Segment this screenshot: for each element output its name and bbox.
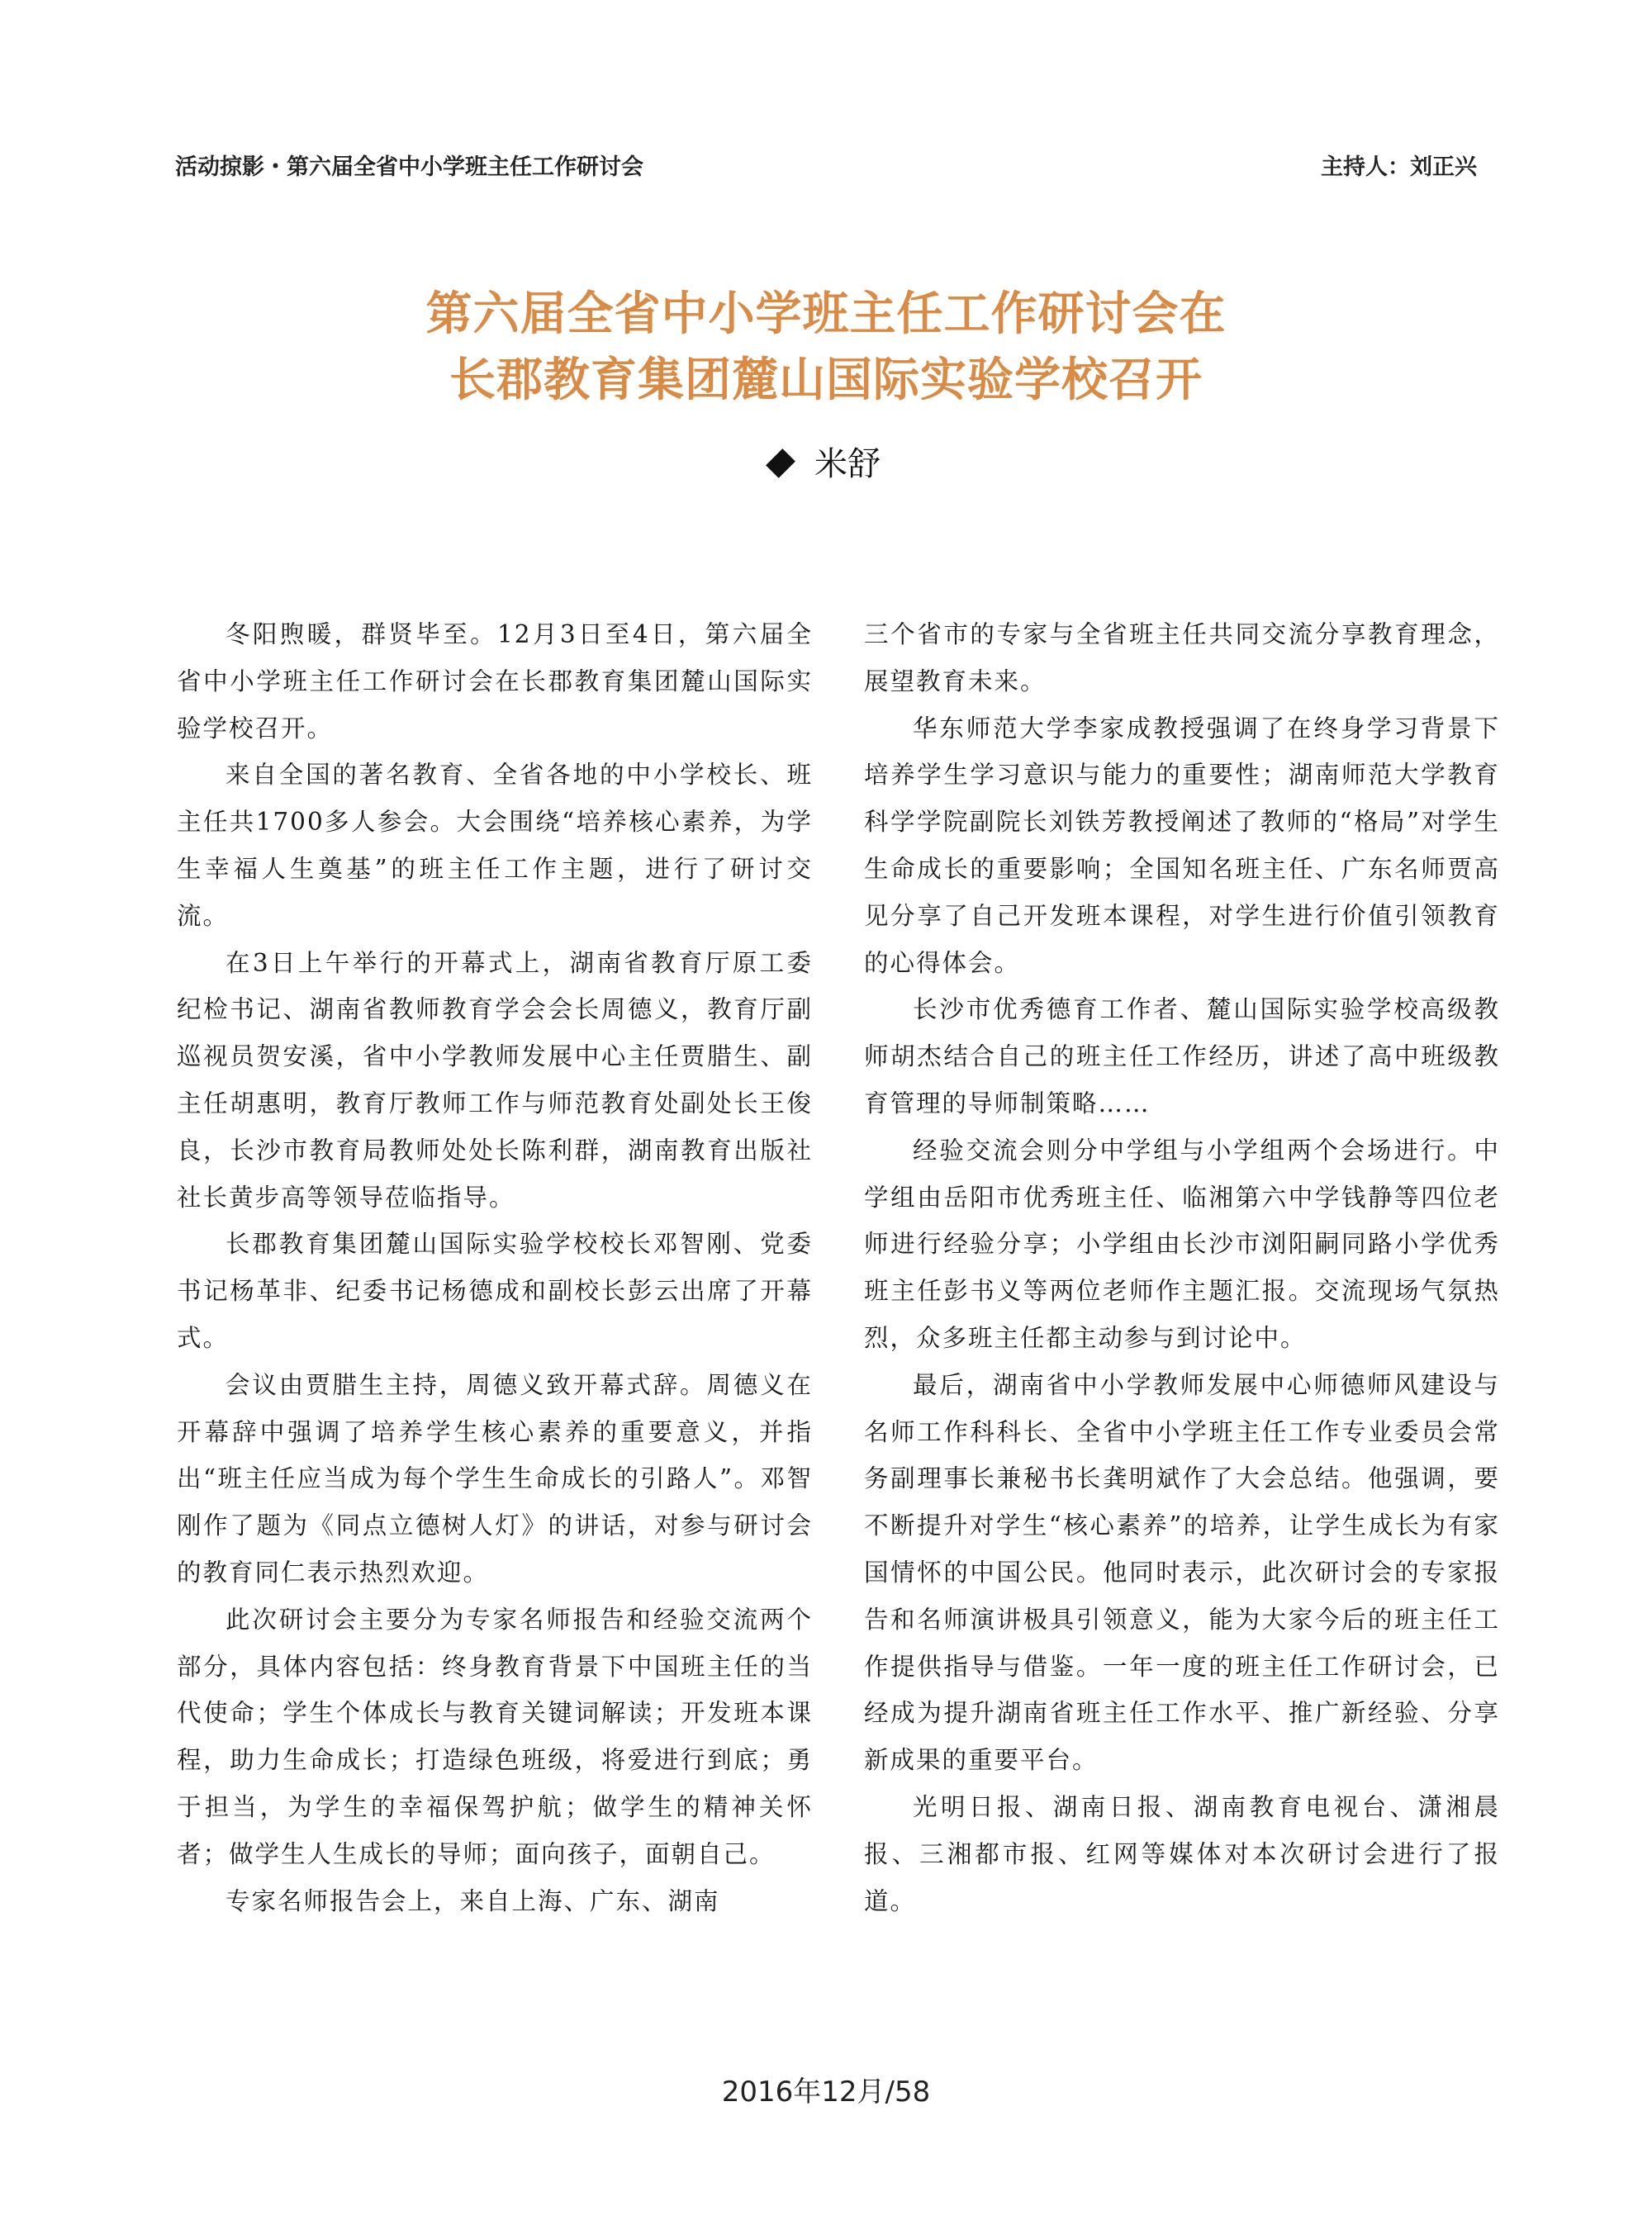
paragraph: 在3日上午举行的开幕式上，湖南省教育厅原工委纪检书记、湖南省教师教育学会会长周德义，教育厅副巡视员贺安溪，省中小学教师发展中心主任贾腊生、副主任胡惠明，教育厅教师工作与师范教育处副处长王俊良，长沙市教育局教师处处长陈利群，湖南教育出版社社长黄步高等领导莅临指导。 <box>177 948 813 1212</box>
paragraph: 光明日报、湖南日报、湖南教育电视台、潇湘晨报、三湘都市报、红网等媒体对本次研讨会进行了报道。 <box>864 1792 1500 1915</box>
section-label: 活动掠影・第六届全省中小学班主任工作研讨会 <box>175 154 643 180</box>
paragraph: 华东师范大学李家成教授强调了在终身学习背景下培养学生学习意识与能力的重要性；湖南师范大学教育科学学院副院长刘铁芳教授阐述了教师的“格局”对学生生命成长的重要影响；全国知名班主任、广东名师贾高见分享了自己开发班本课程，对学生进行价值引领教育的心得体会。 <box>864 714 1500 977</box>
paragraph: 经验交流会则分中学组与小学组两个会场进行。中学组由岳阳市优秀班主任、临湘第六中学钱静等四位老师进行经验分享；小学组由长沙市浏阳嗣同路小学优秀班主任彭书义等两位老师作主题汇报。交流现场气氛热烈，众多班主任都主动参与到讨论中。 <box>864 1136 1500 1352</box>
paragraph: 最后，湖南省中小学教师发展中心师德师风建设与名师工作科科长、全省中小学班主任工作专业委员会常务副理事长兼秘书长龚明斌作了大会总结。他强调，要不断提升对学生“核心素养”的培养，让学生成长为有家国情怀的中国公民。他同时表示，此次研讨会的专家报告和名师演讲极具引领意义，能为大家今后的班主任工作提供指导与借鉴。一年一度的班主任工作研讨会，已经成为提升湖南省班主任工作水平、推广新经验、分享新成果的重要平台。 <box>864 1370 1500 1775</box>
paragraph: 会议由贾腊生主持，周德义致开幕式辞。周德义在开幕辞中强调了培养学生核心素养的重要意义，并指出“班主任应当成为每个学生生命成长的引路人”。邓智刚作了题为《同点立德树人灯》的讲话，对参与研讨会的教育同仁表示热烈欢迎。 <box>177 1370 813 1587</box>
host-label: 主持人：刘正兴 <box>1321 154 1477 180</box>
right-column <box>864 611 1500 1924</box>
byline <box>0 438 1652 485</box>
paragraph: 冬阳煦暖，群贤毕至。12月3日至4日，第六届全省中小学班主任工作研讨会在长郡教育集团麓山国际实验学校召开。 <box>177 620 813 742</box>
title-line-1: 第六届全省中小学班主任工作研讨会在 <box>425 287 1227 341</box>
diamond-bullet-icon <box>766 448 795 478</box>
paragraph: 来自全国的著名教育、全省各地的中小学校长、班主任共1700多人参会。大会围绕“培养核心素养，为学生幸福人生奠基”的班主任工作主题，进行了研讨交流。 <box>177 761 813 930</box>
running-header <box>175 149 1477 185</box>
page-footer: 2016年12月/58 <box>721 2076 931 2109</box>
paragraph: 长郡教育集团麓山国际实验学校校长邓智刚、党委书记杨革非、纪委书记杨德成和副校长彭云出席了开幕式。 <box>177 1230 813 1352</box>
author-name: 米舒 <box>814 445 881 483</box>
paragraph: 此次研讨会主要分为专家名师报告和经验交流两个部分，具体内容包括：终身教育背景下中国班主任的当代使命；学生个体成长与教育关键词解读；开发班本课程，助力生命成长；打造绿色班级，将爱进行到底；勇于担当，为学生的幸福保驾护航；做学生的精神关怀者；做学生人生成长的导师；面向孩子，面朝自己。 <box>177 1605 813 1868</box>
article-title <box>0 281 1652 413</box>
left-column <box>177 611 813 1924</box>
title-line-2: 长郡教育集团麓山国际实验学校召开 <box>449 353 1203 407</box>
paragraph: 长沙市优秀德育工作者、麓山国际实验学校高级教师胡杰结合自己的班主任工作经历，讲述了高中班级教育管理的导师制策略…… <box>864 995 1500 1117</box>
paragraph-continued: 三个省市的专家与全省班主任共同交流分享教育理念，展望教育未来。 <box>864 620 1500 695</box>
paragraph: 专家名师报告会上，来自上海、广东、湖南 <box>225 1886 720 1915</box>
